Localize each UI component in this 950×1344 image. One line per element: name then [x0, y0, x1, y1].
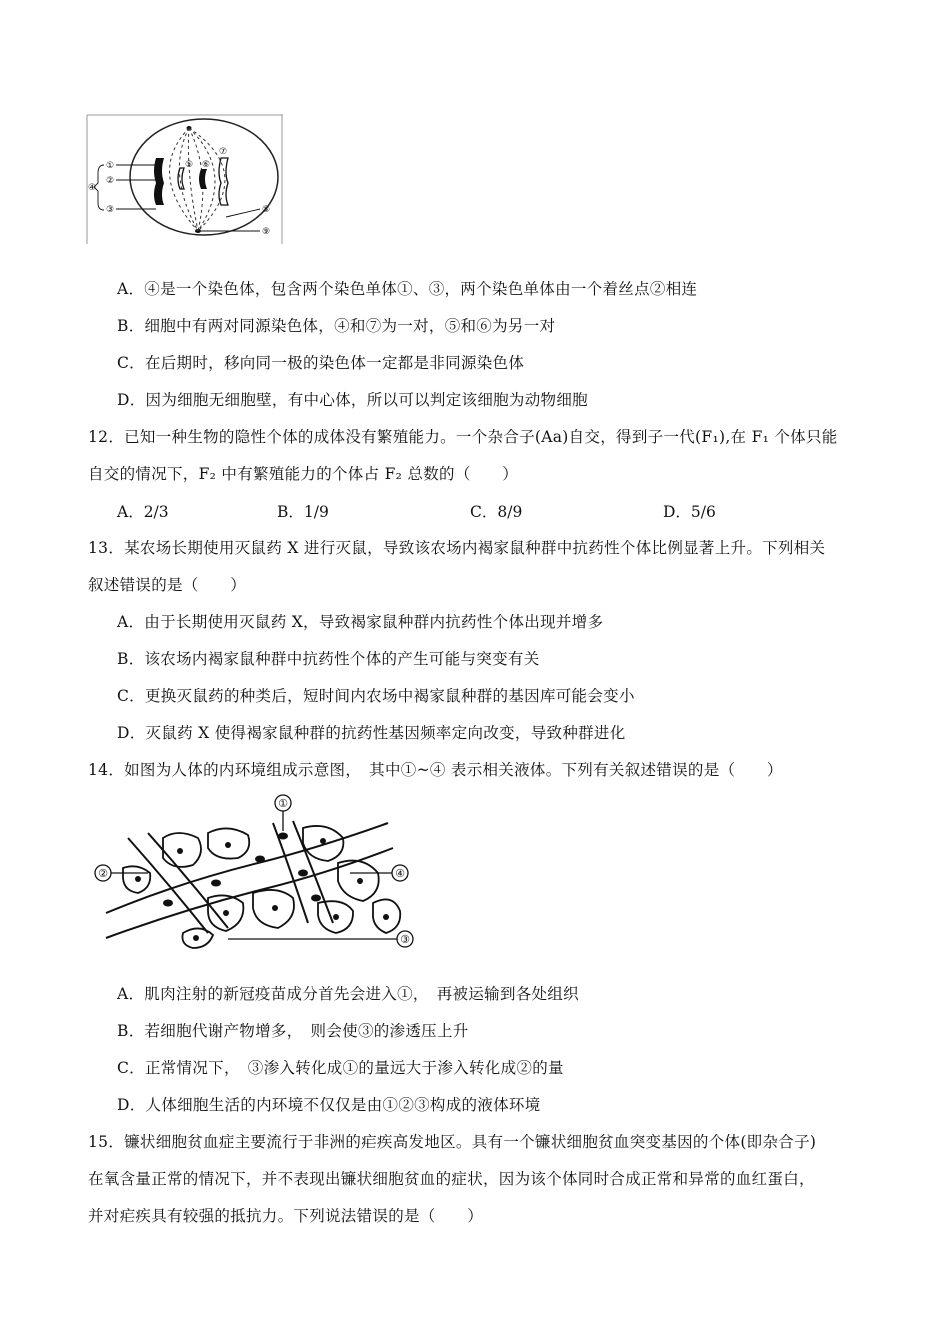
q12-option-a: A．2/3: [117, 503, 169, 521]
q11-option-a: A．④是一个染色体，包含两个染色单体①、③，两个染色单体由一个着丝点②相连: [117, 280, 698, 298]
q12-options: [117, 500, 857, 522]
q14-option-b: B．若细胞代谢产物增多， 则会使③的渗透压上升: [117, 1022, 469, 1040]
env-label-2: ②: [98, 867, 108, 880]
cell-division-figure: [86, 113, 284, 245]
q15-stem-line2: 在氧含量正常的情况下，并不表现出镰状细胞贫血的症状，因为该个体同时合成正常和异常的血红蛋白，: [88, 1170, 815, 1188]
label-8: ⑧: [262, 205, 271, 215]
q15-stem-line1: 15．镰状细胞贫血症主要流行于非洲的疟疾高发地区。具有一个镰状细胞贫血突变基因的个体(即杂合子): [88, 1133, 817, 1151]
q14-option-c: C．正常情况下， ③渗入转化成①的量远大于渗入转化成②的量: [117, 1059, 564, 1077]
q13-option-c: C．更换灭鼠药的种类后，短时间内农场中褐家鼠种群的基因库可能会变小: [117, 687, 635, 705]
q11-option-b: B．细胞中有两对同源染色体，④和⑦为一对，⑤和⑥为另一对: [117, 317, 556, 335]
q12-option-c: C．8/9: [470, 503, 523, 521]
q13-stem-line1: 13．某农场长期使用灭鼠药 X 进行灭鼠，导致该农场内褐家鼠种群中抗药性个体比例显著上升。下列相关: [88, 539, 826, 557]
q12-option-b: B．1/9: [277, 503, 329, 521]
label-1: ①: [106, 161, 115, 171]
label-5: ⑤: [185, 160, 194, 170]
env-label-4: ④: [395, 867, 405, 880]
env-label-3: ③: [400, 933, 410, 946]
label-7: ⑦: [219, 147, 228, 157]
q11-option-c: C．在后期时，移向同一极的染色体一定都是非同源染色体: [117, 354, 525, 372]
q14-option-a: A．肌肉注射的新冠疫苗成分首先会进入①， 再被运输到各处组织: [117, 985, 579, 1003]
q12-stem-line2: 自交的情况下，F₂ 中有繁殖能力的个体占 F₂ 总数的（ ）: [88, 465, 519, 483]
q13-option-b: B．该农场内褐家鼠种群中抗药性个体的产生可能与突变有关: [117, 650, 540, 668]
internal-environment-figure: [88, 793, 428, 953]
q13-option-a: A．由于长期使用灭鼠药 X，导致褐家鼠种群内抗药性个体出现并增多: [117, 613, 604, 631]
q14-option-d: D．人体细胞生活的内环境不仅仅是由①②③构成的液体环境: [117, 1096, 541, 1114]
q13-stem-line2: 叙述错误的是（ ）: [88, 576, 247, 594]
label-9: ⑨: [262, 227, 271, 237]
label-6: ⑥: [202, 160, 211, 170]
q15-stem-line3: 并对疟疾具有较强的抵抗力。下列说法错误的是（ ）: [88, 1207, 484, 1225]
q13-option-d: D．灭鼠药 X 使得褐家鼠种群的抗药性基因频率定向改变，导致种群进化: [117, 724, 626, 742]
q12-stem-line1: 12．已知一种生物的隐性个体的成体没有繁殖能力。一个杂合子(Aa)自交，得到子一代(F₁),在 F₁ 个体只能: [88, 428, 838, 446]
label-3: ③: [106, 205, 115, 215]
q14-stem-line1: 14．如图为人体的内环境组成示意图， 其中①~④ 表示相关液体。下列有关叙述错误的是（ ）: [88, 761, 783, 779]
label-2: ②: [106, 176, 115, 186]
env-label-1: ①: [278, 797, 288, 810]
q11-option-d: D．因为细胞无细胞壁，有中心体，所以可以判定该细胞为动物细胞: [117, 391, 588, 409]
label-4: ④: [88, 183, 97, 193]
q12-option-d: D．5/6: [663, 503, 716, 521]
